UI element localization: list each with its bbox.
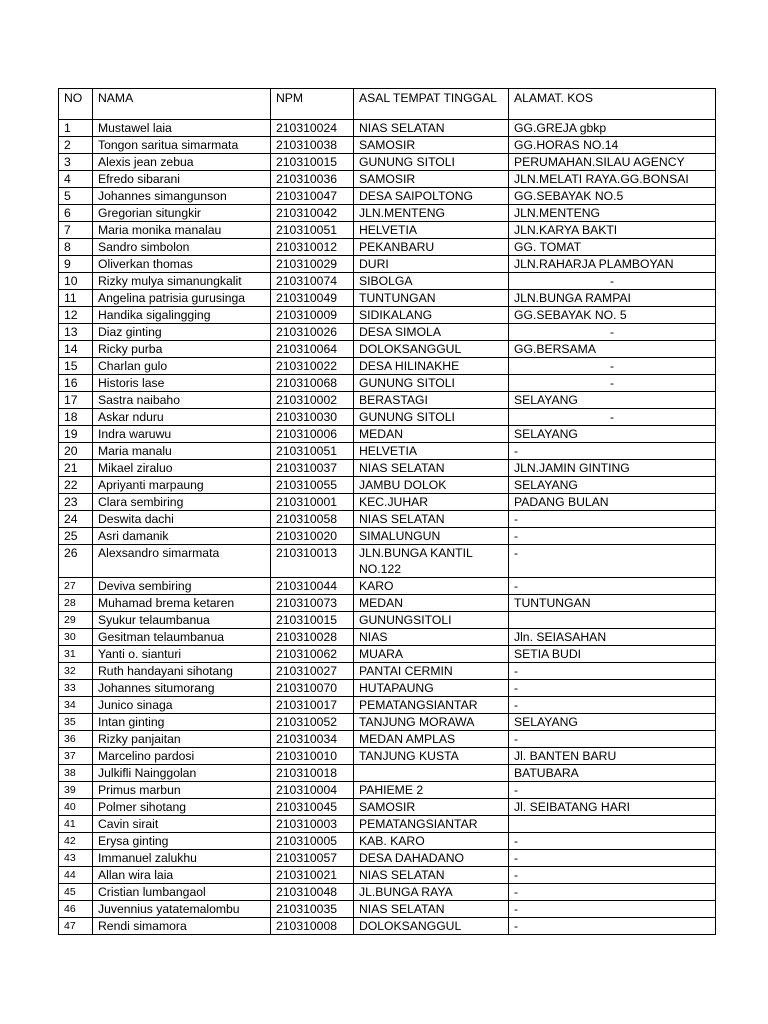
cell-npm: 210310036 (271, 171, 354, 188)
cell-npm: 210310044 (271, 578, 354, 595)
cell-no: 8 (59, 239, 93, 256)
table-row (59, 663, 716, 680)
cell-npm: 210310048 (271, 884, 354, 901)
table-row (59, 833, 716, 850)
cell-nama: Julkifli Nainggolan (93, 765, 271, 782)
student-table (58, 88, 716, 935)
cell-npm: 210310064 (271, 341, 354, 358)
table-row (59, 680, 716, 697)
cell-nama: Maria manalu (93, 443, 271, 460)
cell-asal: NIAS SELATAN (354, 120, 509, 137)
cell-npm: 210310037 (271, 460, 354, 477)
cell-no: 43 (59, 850, 93, 867)
cell-nama: Clara sembiring (93, 494, 271, 511)
table-row (59, 154, 716, 171)
cell-asal: MUARA (354, 646, 509, 663)
cell-no: 29 (59, 612, 93, 629)
cell-no: 14 (59, 341, 93, 358)
table-row (59, 748, 716, 765)
cell-npm: 210310024 (271, 120, 354, 137)
cell-npm: 210310074 (271, 273, 354, 290)
cell-npm: 210310021 (271, 867, 354, 884)
table-row (59, 867, 716, 884)
cell-npm: 210310001 (271, 494, 354, 511)
cell-alamat: GG. TOMAT (509, 239, 716, 256)
cell-asal: TANJUNG KUSTA (354, 748, 509, 765)
cell-nama: Johannes simangunson (93, 188, 271, 205)
cell-npm: 210310038 (271, 137, 354, 154)
cell-asal: PEMATANGSIANTAR (354, 816, 509, 833)
cell-npm: 210310027 (271, 663, 354, 680)
cell-no: 46 (59, 901, 93, 918)
cell-nama: Charlan gulo (93, 358, 271, 375)
table-row (59, 256, 716, 273)
cell-alamat: SELAYANG (509, 477, 716, 494)
cell-no: 22 (59, 477, 93, 494)
cell-nama: Yanti o. sianturi (93, 646, 271, 663)
cell-npm: 210310017 (271, 697, 354, 714)
cell-alamat: - (509, 901, 716, 918)
table-row (59, 426, 716, 443)
cell-npm: 210310055 (271, 477, 354, 494)
table-row (59, 629, 716, 646)
table-row (59, 443, 716, 460)
cell-no: 41 (59, 816, 93, 833)
cell-nama: Ricky purba (93, 341, 271, 358)
cell-asal: DESA DAHADANO (354, 850, 509, 867)
cell-npm: 210310035 (271, 901, 354, 918)
cell-no: 21 (59, 460, 93, 477)
cell-nama: Tongon saritua simarmata (93, 137, 271, 154)
cell-nama: Efredo sibarani (93, 171, 271, 188)
cell-nama: Diaz ginting (93, 324, 271, 341)
cell-nama: Angelina patrisia gurusinga (93, 290, 271, 307)
cell-asal: KARO (354, 578, 509, 595)
cell-asal: PAHIEME 2 (354, 782, 509, 799)
cell-no: 38 (59, 765, 93, 782)
cell-alamat: JLN.JAMIN GINTING (509, 460, 716, 477)
table-row (59, 392, 716, 409)
cell-alamat: - (509, 273, 716, 290)
cell-npm: 210310062 (271, 646, 354, 663)
cell-no: 1 (59, 120, 93, 137)
cell-npm: 210310026 (271, 324, 354, 341)
cell-alamat: GG.GREJA gbkp (509, 120, 716, 137)
table-row (59, 646, 716, 663)
cell-npm: 210310051 (271, 443, 354, 460)
cell-alamat: PERUMAHAN.SILAU AGENCY (509, 154, 716, 171)
cell-no: 44 (59, 867, 93, 884)
cell-asal: DOLOKSANGGUL (354, 918, 509, 935)
cell-no: 33 (59, 680, 93, 697)
cell-asal: DESA HILINAKHE (354, 358, 509, 375)
cell-alamat: GG.SEBAYAK NO. 5 (509, 307, 716, 324)
cell-asal (354, 765, 509, 782)
cell-no: 39 (59, 782, 93, 799)
cell-asal: NIAS SELATAN (354, 511, 509, 528)
cell-npm: 210310002 (271, 392, 354, 409)
table-row (59, 578, 716, 595)
cell-alamat: JLN.BUNGA RAMPAI (509, 290, 716, 307)
cell-alamat: JLN.MENTENG (509, 205, 716, 222)
cell-alamat (509, 816, 716, 833)
cell-no: 15 (59, 358, 93, 375)
cell-no: 5 (59, 188, 93, 205)
cell-alamat: - (509, 663, 716, 680)
cell-npm: 210310047 (271, 188, 354, 205)
cell-npm: 210310015 (271, 612, 354, 629)
cell-npm: 210310006 (271, 426, 354, 443)
cell-no: 23 (59, 494, 93, 511)
cell-no: 10 (59, 273, 93, 290)
cell-npm: 210310009 (271, 307, 354, 324)
cell-alamat: - (509, 358, 716, 375)
table-row (59, 222, 716, 239)
cell-asal: JLN.BUNGA KANTIL NO.122 (354, 545, 509, 578)
cell-npm: 210310005 (271, 833, 354, 850)
table-row (59, 731, 716, 748)
cell-npm: 210310003 (271, 816, 354, 833)
cell-npm: 210310070 (271, 680, 354, 697)
table-row (59, 816, 716, 833)
cell-no: 30 (59, 629, 93, 646)
cell-nama: Indra waruwu (93, 426, 271, 443)
cell-no: 16 (59, 375, 93, 392)
cell-nama: Asri damanik (93, 528, 271, 545)
cell-asal: DURI (354, 256, 509, 273)
cell-nama: Apriyanti marpaung (93, 477, 271, 494)
cell-no: 20 (59, 443, 93, 460)
cell-asal: PANTAI CERMIN (354, 663, 509, 680)
cell-asal: SAMOSIR (354, 799, 509, 816)
cell-nama: Junico sinaga (93, 697, 271, 714)
student-table-document (58, 88, 715, 935)
table-row (59, 205, 716, 222)
cell-no: 28 (59, 595, 93, 612)
header-nama: NAMA (93, 89, 271, 120)
cell-alamat: GG.BERSAMA (509, 341, 716, 358)
cell-nama: Marcelino pardosi (93, 748, 271, 765)
table-row (59, 324, 716, 341)
cell-asal: DESA SAIPOLTONG (354, 188, 509, 205)
cell-nama: Polmer sihotang (93, 799, 271, 816)
cell-alamat: PADANG BULAN (509, 494, 716, 511)
cell-npm: 210310012 (271, 239, 354, 256)
header-no: NO (59, 89, 93, 120)
cell-nama: Rizky panjaitan (93, 731, 271, 748)
cell-alamat: - (509, 409, 716, 426)
cell-no: 40 (59, 799, 93, 816)
cell-alamat: - (509, 375, 716, 392)
table-row (59, 409, 716, 426)
cell-no: 6 (59, 205, 93, 222)
cell-npm: 210310073 (271, 595, 354, 612)
cell-npm: 210310057 (271, 850, 354, 867)
cell-no: 13 (59, 324, 93, 341)
cell-asal: TUNTUNGAN (354, 290, 509, 307)
cell-alamat: JLN.RAHARJA PLAMBOYAN (509, 256, 716, 273)
cell-alamat: - (509, 511, 716, 528)
cell-alamat: - (509, 545, 716, 578)
cell-npm: 210310068 (271, 375, 354, 392)
table-row (59, 171, 716, 188)
cell-asal: JLN.MENTENG (354, 205, 509, 222)
cell-alamat: SETIA BUDI (509, 646, 716, 663)
cell-alamat: - (509, 884, 716, 901)
table-row (59, 239, 716, 256)
cell-asal: NIAS SELATAN (354, 867, 509, 884)
cell-asal: PEKANBARU (354, 239, 509, 256)
cell-alamat: - (509, 918, 716, 935)
table-row (59, 528, 716, 545)
cell-nama: Cristian lumbangaol (93, 884, 271, 901)
cell-nama: Deswita dachi (93, 511, 271, 528)
cell-no: 35 (59, 714, 93, 731)
cell-no: 36 (59, 731, 93, 748)
cell-alamat: - (509, 578, 716, 595)
cell-alamat: Jl. BANTEN BARU (509, 748, 716, 765)
cell-no: 4 (59, 171, 93, 188)
table-row (59, 137, 716, 154)
header-asal: ASAL TEMPAT TINGGAL (354, 89, 509, 120)
cell-nama: Mikael ziraluo (93, 460, 271, 477)
table-row (59, 918, 716, 935)
cell-alamat (509, 612, 716, 629)
table-row (59, 375, 716, 392)
cell-nama: Oliverkan thomas (93, 256, 271, 273)
table-row (59, 714, 716, 731)
cell-alamat: JLN.MELATI RAYA.GG.BONSAI (509, 171, 716, 188)
table-row (59, 884, 716, 901)
cell-alamat: - (509, 782, 716, 799)
cell-no: 24 (59, 511, 93, 528)
cell-nama: Askar nduru (93, 409, 271, 426)
cell-alamat: SELAYANG (509, 426, 716, 443)
cell-alamat: - (509, 833, 716, 850)
cell-asal: KEC.JUHAR (354, 494, 509, 511)
cell-nama: Alexis jean zebua (93, 154, 271, 171)
cell-no: 42 (59, 833, 93, 850)
table-row (59, 511, 716, 528)
cell-no: 45 (59, 884, 93, 901)
table-header-row (59, 89, 716, 120)
cell-no: 3 (59, 154, 93, 171)
cell-alamat: - (509, 850, 716, 867)
cell-alamat: TUNTUNGAN (509, 595, 716, 612)
cell-asal: PEMATANGSIANTAR (354, 697, 509, 714)
cell-npm: 210310042 (271, 205, 354, 222)
cell-alamat: - (509, 867, 716, 884)
cell-alamat: - (509, 731, 716, 748)
table-row (59, 799, 716, 816)
cell-alamat: Jln. SEIASAHAN (509, 629, 716, 646)
cell-alamat: - (509, 528, 716, 545)
cell-nama: Maria monika manalau (93, 222, 271, 239)
cell-nama: Cavin sirait (93, 816, 271, 833)
cell-npm: 210310045 (271, 799, 354, 816)
cell-npm: 210310030 (271, 409, 354, 426)
table-row (59, 307, 716, 324)
cell-no: 7 (59, 222, 93, 239)
table-row (59, 545, 716, 578)
cell-alamat: GG.HORAS NO.14 (509, 137, 716, 154)
cell-no: 47 (59, 918, 93, 935)
table-row (59, 697, 716, 714)
table-row (59, 612, 716, 629)
cell-nama: Erysa ginting (93, 833, 271, 850)
cell-no: 25 (59, 528, 93, 545)
cell-asal: SIBOLGA (354, 273, 509, 290)
cell-nama: Handika sigalingging (93, 307, 271, 324)
cell-npm: 210310013 (271, 545, 354, 578)
cell-alamat: SELAYANG (509, 392, 716, 409)
cell-alamat: JLN.KARYA BAKTI (509, 222, 716, 239)
cell-asal: GUNUNG SITOLI (354, 375, 509, 392)
cell-nama: Intan ginting (93, 714, 271, 731)
cell-nama: Sastra naibaho (93, 392, 271, 409)
table-body (59, 120, 716, 935)
cell-no: 31 (59, 646, 93, 663)
cell-asal: SIMALUNGUN (354, 528, 509, 545)
table-row (59, 341, 716, 358)
cell-npm: 210310022 (271, 358, 354, 375)
cell-no: 32 (59, 663, 93, 680)
table-row (59, 290, 716, 307)
cell-alamat: BATUBARA (509, 765, 716, 782)
cell-asal: MEDAN (354, 595, 509, 612)
cell-npm: 210310008 (271, 918, 354, 935)
cell-alamat: Jl. SEIBATANG HARI (509, 799, 716, 816)
cell-asal: TANJUNG MORAWA (354, 714, 509, 731)
table-row (59, 782, 716, 799)
table-row (59, 358, 716, 375)
cell-asal: SAMOSIR (354, 137, 509, 154)
cell-asal: JAMBU DOLOK (354, 477, 509, 494)
cell-nama: Juvennius yatatemalombu (93, 901, 271, 918)
header-alamat: ALAMAT. KOS (509, 89, 716, 120)
cell-asal: JL.BUNGA RAYA (354, 884, 509, 901)
cell-asal: NIAS SELATAN (354, 460, 509, 477)
cell-alamat: - (509, 324, 716, 341)
cell-asal: KAB. KARO (354, 833, 509, 850)
cell-npm: 210310028 (271, 629, 354, 646)
table-row (59, 120, 716, 137)
table-row (59, 460, 716, 477)
table-row (59, 595, 716, 612)
cell-no: 17 (59, 392, 93, 409)
cell-asal: HELVETIA (354, 222, 509, 239)
cell-nama: Rendi simamora (93, 918, 271, 935)
cell-nama: Immanuel zalukhu (93, 850, 271, 867)
cell-asal: NIAS (354, 629, 509, 646)
cell-no: 18 (59, 409, 93, 426)
cell-asal: BERASTAGI (354, 392, 509, 409)
cell-no: 9 (59, 256, 93, 273)
cell-nama: Gesitman telaumbanua (93, 629, 271, 646)
cell-asal: SAMOSIR (354, 171, 509, 188)
cell-nama: Historis lase (93, 375, 271, 392)
cell-nama: Allan wira laia (93, 867, 271, 884)
cell-npm: 210310004 (271, 782, 354, 799)
cell-alamat: - (509, 680, 716, 697)
cell-no: 27 (59, 578, 93, 595)
cell-asal: DOLOKSANGGUL (354, 341, 509, 358)
cell-no: 11 (59, 290, 93, 307)
cell-npm: 210310010 (271, 748, 354, 765)
cell-npm: 210310058 (271, 511, 354, 528)
header-npm: NPM (271, 89, 354, 120)
table-row (59, 850, 716, 867)
cell-nama: Alexsandro simarmata (93, 545, 271, 578)
cell-asal: NIAS SELATAN (354, 901, 509, 918)
cell-no: 37 (59, 748, 93, 765)
cell-nama: Muhamad brema ketaren (93, 595, 271, 612)
table-row (59, 273, 716, 290)
cell-nama: Rizky mulya simanungkalit (93, 273, 271, 290)
cell-nama: Mustawel laia (93, 120, 271, 137)
cell-asal: DESA SIMOLA (354, 324, 509, 341)
cell-npm: 210310051 (271, 222, 354, 239)
cell-npm: 210310052 (271, 714, 354, 731)
cell-alamat: - (509, 443, 716, 460)
cell-npm: 210310029 (271, 256, 354, 273)
cell-no: 26 (59, 545, 93, 578)
cell-nama: Syukur telaumbanua (93, 612, 271, 629)
table-row (59, 901, 716, 918)
cell-asal: HELVETIA (354, 443, 509, 460)
cell-asal: MEDAN (354, 426, 509, 443)
cell-npm: 210310034 (271, 731, 354, 748)
cell-asal: GUNUNG SITOLI (354, 154, 509, 171)
cell-nama: Ruth handayani sihotang (93, 663, 271, 680)
cell-nama: Sandro simbolon (93, 239, 271, 256)
cell-nama: Johannes situmorang (93, 680, 271, 697)
table-row (59, 477, 716, 494)
cell-no: 12 (59, 307, 93, 324)
cell-alamat: GG.SEBAYAK NO.5 (509, 188, 716, 205)
table-row (59, 494, 716, 511)
cell-no: 2 (59, 137, 93, 154)
cell-alamat: SELAYANG (509, 714, 716, 731)
cell-nama: Gregorian situngkir (93, 205, 271, 222)
cell-npm: 210310049 (271, 290, 354, 307)
cell-npm: 210310020 (271, 528, 354, 545)
cell-npm: 210310018 (271, 765, 354, 782)
cell-asal: GUNUNGSITOLI (354, 612, 509, 629)
cell-asal: MEDAN AMPLAS (354, 731, 509, 748)
cell-asal: GUNUNG SITOLI (354, 409, 509, 426)
cell-asal: HUTAPAUNG (354, 680, 509, 697)
table-row (59, 765, 716, 782)
cell-npm: 210310015 (271, 154, 354, 171)
cell-nama: Primus marbun (93, 782, 271, 799)
cell-asal: SIDIKALANG (354, 307, 509, 324)
cell-nama: Deviva sembiring (93, 578, 271, 595)
cell-no: 34 (59, 697, 93, 714)
cell-no: 19 (59, 426, 93, 443)
cell-alamat: - (509, 697, 716, 714)
table-row (59, 188, 716, 205)
